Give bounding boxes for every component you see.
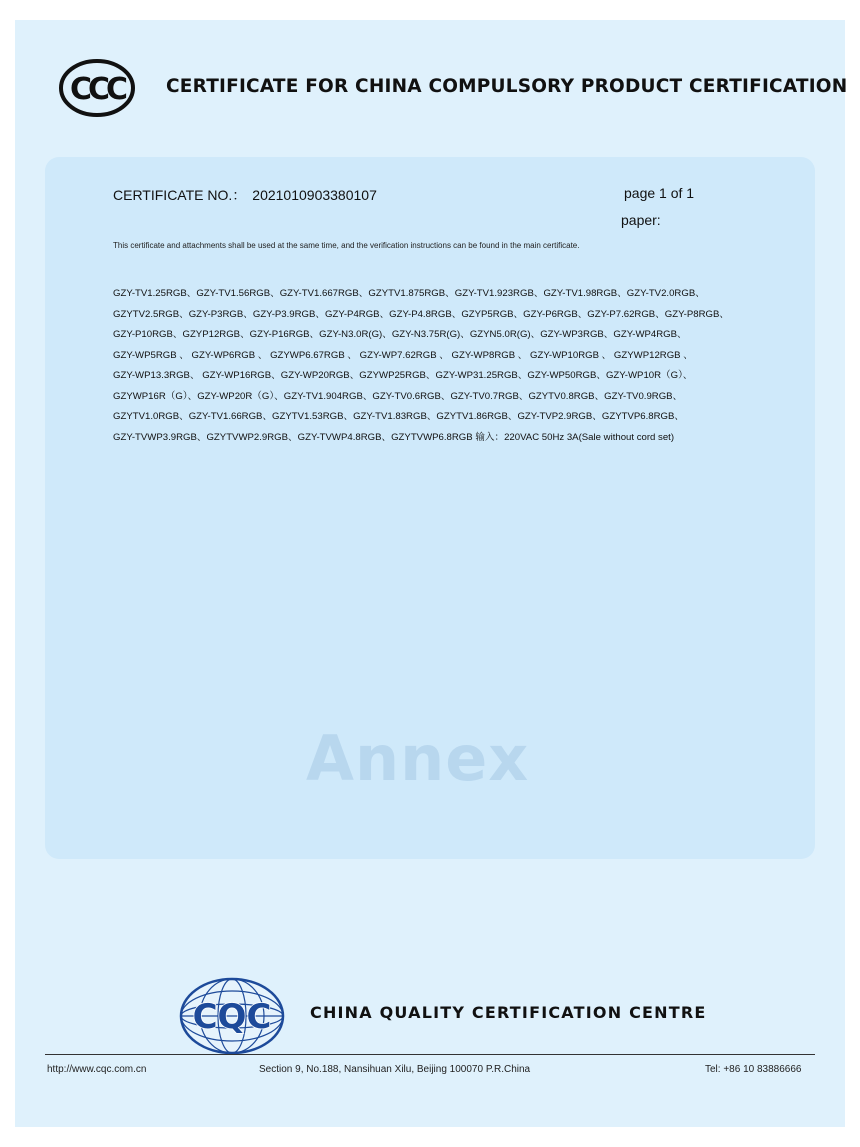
certificate-number bbox=[113, 185, 377, 205]
footer-telephone: Tel: +86 10 83886666 bbox=[705, 1064, 802, 1075]
model-list-line: GZY-WP13.3RGB、 GZY-WP16RGB、GZY-WP20RGB、GZYWP25RGB、GZY-WP31.25RGB、GZY-WP50RGB、GZY-WP10R（G）、 bbox=[113, 370, 693, 381]
model-list-line: GZYTV2.5RGB、GZY-P3RGB、GZY-P3.9RGB、GZY-P4RGB、GZY-P4.8RGB、GZYP5RGB、GZY-P6RGB、GZY-P7.62RGB、GZY-P8RGB、 bbox=[113, 308, 729, 320]
model-list bbox=[113, 287, 763, 451]
page-indicator: page 1 of 1 bbox=[624, 185, 695, 201]
model-list-line: GZY-WP5RGB 、 GZY-WP6RGB 、 GZYWP6.67RGB 、 GZY-WP7.62RGB 、 GZY-WP8RGB 、 GZY-WP10RGB 、 GZYWP12RGB 、 bbox=[113, 349, 693, 361]
annex-watermark: Annex bbox=[306, 722, 530, 795]
model-list-line: GZY-P10RGB、GZYP12RGB、GZY-P16RGB、GZY-N3.0R(G)、GZY-N3.75R(G)、GZYN5.0R(G)、GZY-WP3RGB、GZY-WP4RGB、 bbox=[113, 329, 687, 340]
ccc-logo-text: CCC bbox=[69, 72, 125, 107]
cqc-logo-text: CQC bbox=[192, 997, 272, 1037]
certificate-number-value: 2021010903380107 bbox=[252, 187, 377, 203]
ccc-logo bbox=[58, 58, 136, 118]
paper-label: paper: bbox=[621, 212, 661, 228]
model-list-line: GZY-TVWP3.9RGB、GZYTVWP2.9RGB、GZY-TVWP4.8RGB、GZYTVWP6.8RGB 输入：220VAC 50Hz 3A(Sale without cord set) bbox=[113, 431, 675, 443]
cqc-logo bbox=[178, 976, 286, 1056]
usage-notice: This certificate and attachments shall be used at the same time, and the verification instructions can be found in the main certificate. bbox=[113, 241, 580, 250]
model-list-line: GZYTV1.0RGB、GZY-TV1.66RGB、GZYTV1.53RGB、GZY-TV1.83RGB、GZYTV1.86RGB、GZY-TVP2.9RGB、GZYTVP6.8RGB、 bbox=[113, 411, 684, 422]
certificate-number-label: CERTIFICATE NO.： bbox=[113, 187, 247, 203]
model-list-line: GZYWP16R（G）、GZY-WP20R（G）、GZY-TV1.904RGB、GZY-TV0.6RGB、GZY-TV0.7RGB、GZYTV0.8RGB、GZY-TV0.9RGB、 bbox=[113, 390, 683, 402]
organization-name: CHINA QUALITY CERTIFICATION CENTRE bbox=[310, 1003, 707, 1022]
footer-address: Section 9, No.188, Nansihuan Xilu, Beijing 100070 P.R.China bbox=[259, 1064, 531, 1075]
footer-url[interactable]: http://www.cqc.com.cn bbox=[47, 1064, 147, 1075]
footer-divider bbox=[45, 1054, 815, 1055]
model-list-line: GZY-TV1.25RGB、GZY-TV1.56RGB、GZY-TV1.667RGB、GZYTV1.875RGB、GZY-TV1.923RGB、GZY-TV1.98RGB、GZY-TV2.0RGB、 bbox=[113, 288, 705, 299]
page-title: CERTIFICATE FOR CHINA COMPULSORY PRODUCT CERTIFICATION bbox=[166, 76, 848, 97]
